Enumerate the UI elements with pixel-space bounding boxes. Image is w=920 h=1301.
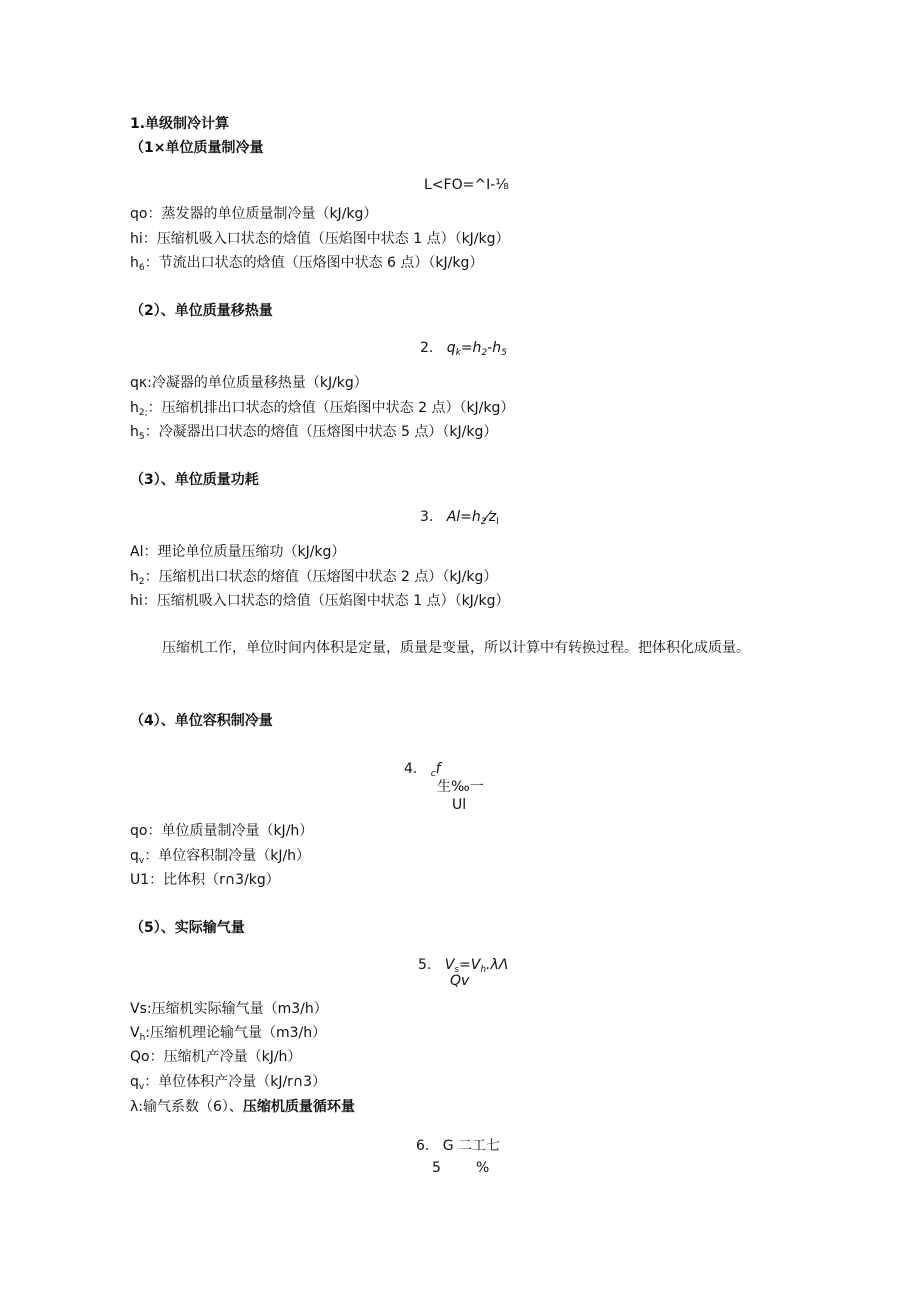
def-2-2 (130, 398, 514, 423)
def-text: λ:输气系数（6）、 (130, 1099, 243, 1115)
def-text: 压缩机实际输气量（m3∕h） (151, 1001, 328, 1017)
formula-sub: s (454, 965, 459, 975)
def-separator: ： (147, 400, 162, 416)
formula-sub: k (455, 348, 461, 358)
formula-1: L<FO=^I-⅛ (424, 177, 509, 193)
def-2-1 (130, 373, 368, 393)
formula-part: q (446, 340, 456, 356)
formula-sub: 2 (480, 517, 487, 527)
def-4-2 (130, 846, 310, 871)
formula-sub: h (480, 965, 487, 975)
section-6-heading: 压缩机质量循环量 (242, 1099, 355, 1115)
def-1-2 (130, 229, 510, 249)
def-text: 单位容积制冷量（kJ∕h） (158, 848, 311, 864)
formula-4 (404, 759, 441, 784)
formula-4-line2: 生‰一 (437, 779, 484, 795)
formula-sub: c (430, 769, 436, 779)
def-5-5-and-section-6-heading (130, 1097, 355, 1117)
def-symbol: h (130, 255, 139, 271)
formula-6-line2-b: % (476, 1160, 490, 1176)
def-subscript: h (139, 1033, 146, 1043)
formula-part: Al=h (446, 509, 481, 525)
def-text: 节流出口状态的焓值（压烙图中状态 6 点）（kJ∕kg） (158, 255, 484, 271)
body-paragraph: 压缩机工作，单位时间内体积是定量，质量是变量，所以计算中有转换过程。把体积化成质量。 (162, 640, 750, 656)
def-4-3 (130, 870, 280, 890)
def-text: 压缩机理论输气量（m3∕h） (150, 1025, 327, 1041)
def-2-3 (130, 422, 497, 447)
def-symbol: q (130, 848, 139, 864)
def-symbol: Vs: (130, 1001, 152, 1017)
def-symbol: h (130, 569, 139, 585)
def-symbol: h (130, 400, 139, 416)
formula-number: 5. (418, 957, 432, 973)
def-1-1 (130, 204, 377, 224)
formula-2 (420, 338, 507, 363)
formula-4-line3: Ul (452, 797, 467, 813)
def-text: 理论单位质量压缩功（kJ∕kg） (157, 544, 346, 560)
formula-6 (416, 1136, 500, 1156)
def-symbol: Qo： (130, 1049, 164, 1065)
def-subscript: v (138, 1082, 145, 1092)
def-5-2 (130, 1023, 326, 1048)
def-subscript: 2 (138, 577, 145, 587)
def-1-3 (130, 253, 483, 278)
formula-part: =V (459, 957, 481, 973)
def-4-1 (130, 821, 313, 841)
def-text: 冷凝器出口状态的熔值（压熔图中状态 5 点）（kJ∕kg） (158, 424, 498, 440)
def-symbol: q (130, 1074, 139, 1090)
def-subscript: v (138, 856, 145, 866)
section-3-heading: （3）、单位质量功耗 (130, 472, 259, 488)
section-4-heading: （4）、单位容积制冷量 (130, 713, 273, 729)
formula-sub: l (496, 517, 499, 527)
def-symbol: V (130, 1025, 140, 1041)
section-2-heading: （2）、单位质量移热量 (130, 303, 273, 319)
formula-sub: 5 (501, 348, 507, 358)
def-text: 压缩机产冷量（kJ∕h） (163, 1049, 302, 1065)
def-5-1 (130, 999, 328, 1019)
formula-number: 2. (420, 340, 434, 356)
formula-3 (420, 507, 499, 532)
formula-number: 4. (404, 761, 418, 777)
formula-part: V (444, 957, 455, 973)
formula-5-line2: Qv (450, 973, 470, 989)
def-symbol: qo： (130, 823, 162, 839)
formula-part: -h (487, 340, 502, 356)
section-1-heading: （1×单位质量制冷量 (130, 140, 264, 156)
def-text: 压缩机吸入口状态的焓值（压焰图中状态 1 点）（kJ∕kg） (156, 593, 510, 609)
def-symbol: h (130, 424, 139, 440)
def-symbol: qκ: (130, 375, 152, 391)
def-symbol: U1： (130, 872, 164, 888)
document-title: 1.单级制冷计算 (130, 116, 230, 132)
def-text: 蒸发器的单位质量制冷量（kJ∕kg） (161, 206, 378, 222)
formula-number: 6. (416, 1138, 430, 1154)
def-text: 单位体积产冷量（kJ∕r∩3） (158, 1074, 327, 1090)
formula-part: G 二工七 (442, 1138, 501, 1154)
def-separator: : (145, 1025, 151, 1041)
def-text: 比体积（r∩3∕kg） (163, 872, 280, 888)
section-5-heading: （5）、实际输气量 (130, 920, 245, 936)
formula-part: .λΛ (486, 957, 509, 973)
def-text: 压缩机吸入口状态的焓值（压焰图中状态 1 点）（kJ∕kg） (156, 231, 510, 247)
formula-part: =h (460, 340, 482, 356)
def-symbol: hi： (130, 593, 157, 609)
def-5-4 (130, 1072, 326, 1097)
def-3-2 (130, 567, 497, 592)
def-text: 单位质量制冷量（kJ∕h） (161, 823, 314, 839)
def-separator: ： (144, 569, 159, 585)
def-separator: ： (144, 255, 159, 271)
formula-part: f (435, 761, 441, 777)
formula-sub: 2 (481, 348, 488, 358)
def-symbol: qo： (130, 206, 162, 222)
formula-6-line2-a: 5 (432, 1160, 441, 1176)
def-subscript: 6 (138, 263, 145, 273)
def-3-3 (130, 591, 510, 611)
def-text: 压缩机出口状态的熔值（压熔图中状态 2 点）（kJ∕kg） (158, 569, 498, 585)
formula-part: ⁄z (486, 509, 497, 525)
def-text: 压缩机排出口状态的焓值（压焰图中状态 2 点）（kJ∕kg） (161, 400, 515, 416)
formula-number: 3. (420, 509, 434, 525)
def-text: 冷凝器的单位质量移热量（kJ∕kg） (151, 375, 368, 391)
def-separator: ： (144, 848, 159, 864)
def-separator: ： (144, 1074, 159, 1090)
def-symbol: hi： (130, 231, 157, 247)
def-5-3 (130, 1047, 301, 1067)
def-separator: ： (144, 424, 159, 440)
def-3-1 (130, 542, 345, 562)
def-subscript: 5 (138, 432, 145, 442)
def-symbol: Al： (130, 544, 158, 560)
def-subscript: 2; (138, 408, 148, 418)
